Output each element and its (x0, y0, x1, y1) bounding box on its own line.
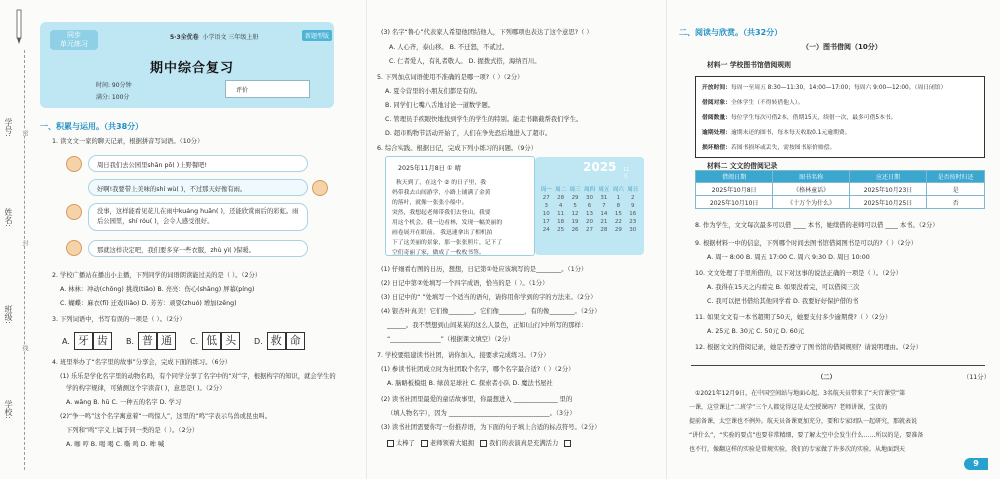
question-7: 7. 学校要组建读书社团，请你加入，接要求完成练习。（7分） (377, 352, 550, 359)
q11-options: A. 25元 B. 30元 C. 50元 D. 60元 (707, 328, 805, 335)
char-cell: 通 (157, 332, 176, 350)
char-cell: 齿 (93, 332, 112, 350)
chat-bubble-2: 好啊!我要带上美味的shí wù( )，不过那天好像有雨。 (88, 179, 308, 196)
table-cell: 2025年10月8日 (696, 183, 773, 196)
question-1: 1. 读文文一家的聊天记录，根据拼音写词语。（10分） (52, 138, 204, 145)
calendar-day: 25 (557, 227, 565, 233)
page-number: 9 (964, 458, 988, 470)
char-cell: 低 (202, 332, 221, 350)
q4-part-2-cont: 下列和“鸣”字义上属于同一类的是（ ）。（2分） (66, 427, 199, 434)
column-header: 是否按时归还 (927, 171, 985, 183)
option-letter: D. (254, 336, 263, 346)
calendar-day: 16 (629, 211, 637, 217)
calendar-day: 14 (600, 211, 608, 217)
badge-line-1: 同步 (67, 31, 81, 39)
calendar-day: 23 (629, 219, 637, 225)
calendar-day: 4 (558, 203, 563, 209)
rule-key: 借阅数量： (702, 115, 731, 121)
calendar-weekday: 周一 (540, 187, 552, 193)
series-grade: 小学语文 三年级上册 (202, 34, 259, 41)
q4-part-2: (2)“争一鸣”这个名字寓意着“一鸣惊人”，这里的“鸣”字表示鸟兽或昆虫叫。 (60, 413, 272, 420)
q10-options-cd: C. 我可以把书借给其他同学看 D. 我要好好保护借的书 (707, 298, 859, 305)
table-row (696, 183, 985, 196)
calendar-day: 31 (600, 195, 608, 201)
passage-line: 也不行，像翻这样的实验是常规实验，我们的专家做了许多次的实验。从地面到天 (689, 446, 906, 453)
question-5: 5. 下列加点词语使用不准确的是哪一项?（ ）（2分） (377, 74, 524, 81)
series-title (170, 32, 258, 41)
q4-part-3: (3) 名字“鲁心”代表家人希望他团结他人，下列哪项也表达了这个意思?（ ） (381, 29, 593, 36)
rule-item (702, 127, 850, 136)
q3-option-c[interactable] (190, 331, 240, 351)
calendar-day: 5 (573, 203, 577, 209)
calendar (535, 157, 644, 255)
q10-options-ab: A. 我得在15天之内看完 B. 如果没看完，可以借阅三次 (707, 284, 860, 291)
blank-box[interactable] (421, 440, 428, 447)
section-1-heading: 一、积累与运用。（共38分） (40, 122, 144, 131)
box-text: 老师领着大姐拥 (429, 440, 474, 447)
q6-part-1: (1) 仔细看右图的日历，想想，日记第①处应该填写的是________。（1分） (381, 266, 588, 273)
diary-line: 用这个机会，我一边看林，发现一幅美丽的 (392, 220, 503, 226)
cut-line (24, 50, 25, 470)
table-cell: 2025年10月10日 (696, 196, 773, 209)
seal-mi: 密 (21, 130, 28, 136)
question-6: 6. 综合实践。根据日记，完成下列小练习的问题。（9分） (377, 145, 537, 152)
calendar-year: 2025 (583, 160, 617, 174)
q5-option-c: C. 管理员手疾眼快地找到学生的学生的特别。能走书籍截帮我们学生。 (385, 116, 583, 123)
diary-line: 下了这美丽的景象，那一张张照片，记下了 (392, 240, 503, 246)
q4-part-3-options-cd: C. 仁者爱人，有礼者敬人。 D. 握拨式搭，海纳百川。 (389, 58, 541, 65)
rule-item (702, 97, 803, 106)
rule-key: 损坏赔偿： (702, 145, 731, 151)
q4-part-1-options: A. wāng B. hū C. 一种五的名字 D. 学习 (66, 399, 182, 406)
calendar-weekday: 周五 (598, 187, 610, 193)
q7-part-3: (3) 读书社团需要你写一份推荐语，为下面的句子填上合适的标点符号。（2分） (381, 424, 601, 431)
rule-value: 每位学生每次可借2本，借期15天，续借一次，最多可借5本书。 (731, 115, 897, 121)
table-row (696, 196, 985, 209)
char-cell: 牙 (74, 332, 93, 350)
series-name: 5·3全优卷 (170, 34, 199, 41)
question-3: 3. 下列词语中，书写有误的一项是（ ）。（2分） (52, 316, 186, 323)
q7-part-1: (1) 参读书社团成立时为社团取个名字，哪个名字最合适?（ ）（2分） (381, 366, 575, 373)
school-label: 学校: (4, 400, 13, 419)
calendar-day: 27 (542, 195, 550, 201)
name-label: 姓名: (4, 208, 13, 227)
section-2-heading: 二、阅读与欣赏。（共32分） (679, 28, 783, 37)
calendar-day: 6 (587, 203, 592, 209)
avatar-brother (66, 240, 82, 256)
char-cell: 命 (286, 332, 305, 350)
question-11: 11. 如果文文有一本书超期了50天，她要支付多少逾期费?（ ）（2分） (695, 314, 892, 321)
calendar-weekday: 周三 (569, 187, 581, 193)
blank-box[interactable] (564, 440, 571, 447)
part-1-title: （一）图书借阅（10分） (802, 43, 882, 51)
question-10: 10. 文文处理了手里所借的，以下对这事的说法正确的一项是（ ）。（2分） (695, 270, 902, 277)
rule-item (702, 112, 896, 121)
passage-line: ①2021年12月9日，在中国空间站与地面心起，3名航天员带来了“天宫课堂”第 (695, 390, 906, 397)
chat-bubble-4: 那就这样决定吧，我们要多穿一些衣服，zhù yì( )保暖。 (88, 240, 308, 257)
diary-line: 的落叶，就像一张张小船中。 (392, 200, 468, 206)
binding-margin (0, 0, 30, 479)
calendar-day: 22 (614, 219, 622, 225)
table-cell: 《十万个为什么》 (773, 196, 850, 209)
calendar-day: 8 (616, 203, 621, 209)
q6-part-4-cont: ______。我不禁想到山间某某的这么人景色，正如(山行)中所写的那样： (387, 322, 588, 329)
table-cell: 否 (927, 196, 985, 209)
series-badge (50, 30, 98, 50)
calendar-day: 12 (571, 211, 579, 217)
calendar-day: 13 (585, 211, 593, 217)
table-cell: 《格林童话》 (773, 183, 850, 196)
rule-key: 借阅对象： (702, 100, 731, 106)
rule-item (702, 82, 946, 91)
passage-line: 一课，这堂课让“二班学”三个人都觉得这是太空授课吗？老师讲课，宝贵的 (689, 404, 888, 411)
calendar-day: 17 (542, 219, 550, 225)
edition-badge: 新题型版 (302, 30, 332, 41)
middle-page (366, 0, 666, 479)
calendar-day: 29 (614, 227, 622, 233)
question-4: 4. 班里举办了“名字里的故事”分享会，完成下面的练习。（6分） (52, 359, 232, 366)
borrow-record-table (695, 170, 985, 209)
calendar-day: 9 (631, 203, 635, 209)
material-2-title: 材料二 文文的借阅记录 (707, 162, 778, 170)
char-cell: 普 (138, 332, 157, 350)
column-header: 借阅日期 (696, 171, 773, 183)
diary-line: 妈带我去山间游学，小路上铺满了金黄 (392, 190, 491, 196)
calendar-day: 26 (571, 227, 579, 233)
rule-value: 每周一至周五 8:30—11:30，14:00—17:00；每周六 9:00—12:00。（周日闭馆） (731, 85, 947, 91)
seal-feng: 封 (21, 240, 28, 246)
calendar-day: 28 (557, 195, 565, 201)
box-text: 太棒了 (396, 440, 415, 447)
pencil-icon (14, 8, 24, 46)
diary-card (385, 156, 535, 256)
header-banner (40, 22, 334, 108)
q5-option-b: B. 同学们七嘴八舌地讨论一道数学题。 (385, 102, 495, 109)
calendar-day: 30 (629, 227, 637, 233)
diary-line: 画卷展开在眼前。 我迅速拿出了相机拍 (392, 230, 493, 236)
avatar-wenwen (312, 180, 328, 196)
passage-line: “讲什么”，“实验的要点”也要非常精细，要了解太空中会发生什么……所以的是，要准备 (689, 432, 924, 439)
q6-part-2: (2) 日记中第②处填写一个四字成语，恰当的是（ ）。（1分） (381, 280, 549, 287)
calendar-weekday: 周二 (555, 187, 567, 193)
avatar-dad (66, 204, 82, 220)
calendar-day: 29 (571, 195, 579, 201)
box-text: 我们的表演真是充满活力 (489, 440, 559, 447)
calendar-day: 28 (600, 227, 608, 233)
calendar-day: 11 (557, 211, 565, 217)
q4-part-1-cont: 学的构字规律，可猜测这个字读音( )，意思是( )。（2分） (66, 385, 226, 392)
seal-xian: 线 (21, 345, 28, 351)
q7-part-1-options: A. 脑略板模组 B. 绿茵足球社 C. 探索者小队 D. 魔法书屋社 (387, 380, 553, 387)
calendar-day: 15 (614, 211, 622, 217)
q6-part-4-cont-2: “________________”（根据课文填空）（2分） (387, 336, 515, 343)
question-8: 8. 作为学生，文文每次最多可以借 ____ 本书，她续借的老师可以借 ____ 本书。（2分） (695, 222, 939, 229)
passage-line: 提前备课，太空课也不例外。航天员备课更加充分，要和专家团队一起研究，那就表说 (689, 418, 918, 425)
chat-bubble-3: 没事，这样能看见花儿在雨中kuáng huān( )，还能欣赏雨后的彩虹。雨后公园里，shí róu( )，会令人感受很好。 (88, 203, 308, 231)
table-header-row (696, 171, 985, 183)
q6-part-3: (3) 日记中的“ ”处填写一个适当的语句，请你用你学到的字的方法来。（2分） (381, 294, 597, 301)
rule-value: 全体学生（不得转借他人）。 (731, 100, 804, 106)
rule-value: 若图书损坏或丢失，需按图书原价赔偿。 (731, 145, 836, 151)
diary-line: 突然，我想起老师带我们去登山，我要 (392, 210, 491, 216)
chat-bubble-1: 周日我们去公园里shān pō( )上野餐吧! (88, 155, 308, 172)
calendar-day: 3 (544, 203, 548, 209)
full-score: 满分: 100分 (96, 94, 130, 101)
rule-value: 逾期未还的图书，每本每天收取0.1元逾期费。 (731, 130, 851, 136)
q6-part-4: (4) 银杏叶真美！它们像________。它们像________，有的像________。（2分） (381, 308, 601, 315)
option-letter: B. (126, 336, 135, 346)
rules-box (695, 76, 985, 158)
table-cell: 是 (927, 183, 985, 196)
table-cell: 2025年10月25日 (849, 196, 926, 209)
q2-options-ab: A. 林林：冲动(chōng) 挑战(tiǎo) B. 亮亮：伤心(shāng) 屏幕(píng) (60, 286, 255, 293)
question-9: 9. 根据材料一中的信息，下列哪个时间去图书馆借阅图书是可以的?（ ）（2分） (695, 240, 918, 247)
option-letter: C. (190, 336, 199, 346)
q3-option-b[interactable] (126, 331, 176, 351)
q7-part-2: (2) 读书社团里最爱的童话故事里，你最想进入 ______________ 里的 (381, 396, 573, 403)
q4-part-3-options-ab: A. 人心齐，泰山移。 B. 不迁怒，不贰过。 (389, 44, 509, 51)
right-page (666, 0, 1000, 479)
calendar-day: 1 (616, 195, 621, 201)
student-id-label: 学号: (4, 118, 13, 137)
calendar-day: 10 (542, 211, 550, 217)
q3-option-a[interactable] (62, 331, 112, 351)
calendar-day: 18 (557, 219, 565, 225)
q5-option-a: A. 夏令营里的小朋友们都是有的。 (385, 88, 482, 95)
rule-item (702, 142, 835, 151)
q4-part-1: (1) 乐乐是学化名字里的动物名吗，有个同学分享了名字中的“对”字，根据构字的知识，就会学生的 (60, 373, 336, 380)
calendar-day: 19 (571, 219, 579, 225)
calendar-grid (539, 185, 640, 233)
rule-key: 开放时间： (702, 85, 731, 91)
calendar-weekday: 周六 (612, 187, 624, 193)
calendar-day: 30 (585, 195, 593, 201)
badge-line-2: 单元练习 (60, 40, 88, 48)
part-2-title: （二） (817, 374, 836, 381)
diary-line: 秋天到了，在这个 ② 的日子里，我 (396, 180, 487, 186)
calendar-day: 7 (602, 203, 606, 209)
calendar-day: 27 (585, 227, 593, 233)
calendar-month: 11月 (623, 167, 630, 180)
calendar-weekday: 周四 (583, 187, 595, 193)
column-header: 应还日期 (849, 171, 926, 183)
blank-box[interactable] (480, 440, 487, 447)
char-cell: 救 (267, 332, 286, 350)
q9-options: A. 周一 8:00 B. 周五 17:00 C. 周六 9:30 D. 周日 10:00 (707, 254, 870, 261)
q7-part-2-cont: （填人物名字），因为 ________________________________。（3分） (387, 410, 576, 417)
evaluation-label: 评价 (236, 87, 249, 94)
page-title: 期中综合复习 (150, 61, 235, 76)
calendar-weekday: 周日 (627, 187, 639, 193)
time-limit: 时间: 90分钟 (96, 82, 132, 89)
q3-option-d[interactable] (254, 331, 305, 351)
left-page (0, 0, 366, 479)
material-1-title: 材料一 学校图书馆借阅规则 (707, 61, 791, 69)
blank-box[interactable] (387, 440, 394, 447)
evaluation-box[interactable] (225, 80, 310, 98)
diary-date: 2025年11月8日 ① 晴 (398, 165, 461, 172)
divider (691, 365, 985, 366)
table-cell: 2025年10月23日 (849, 183, 926, 196)
rule-key: 逾期处理： (702, 130, 731, 136)
calendar-day: 20 (585, 219, 593, 225)
q4-part-2-options: A. 咖 哼 B. 喝 喝 C. 嘶 鸣 D. 哞 喊 (66, 441, 165, 448)
char-cell: 头 (221, 332, 240, 350)
class-label: 班级: (4, 305, 13, 324)
diary-line: 空们奇丽了家，做成了一枚枚书签。 (392, 250, 485, 256)
q2-options-cd: C. 蝴蝶：麻衣(fī) 迁戏(liǎo) D. 芳芳：顽耍(zhuó) 增加(zēng) (60, 300, 237, 307)
calendar-day: 21 (600, 219, 608, 225)
calendar-day: 2 (631, 195, 635, 201)
part-2-score: （11分） (963, 374, 990, 381)
calendar-day: 24 (542, 227, 550, 233)
question-12: 12. 根据文文的借阅记录，她是否遵守了图书馆的借阅规则？请说明理由。（2分） (695, 344, 922, 351)
column-header: 图书名称 (773, 171, 850, 183)
avatar-mom (66, 156, 82, 172)
question-2: 2. 学校广播站在播出小主播，下列同学的词语朗读能过关的是（ ）。（2分） (52, 272, 262, 279)
q7-part-3-boxes (387, 438, 573, 447)
q5-option-d: D. 超市购物节活动开始了，人们在争先恐后地进入了超市。 (385, 130, 552, 137)
option-letter: A. (62, 336, 70, 346)
